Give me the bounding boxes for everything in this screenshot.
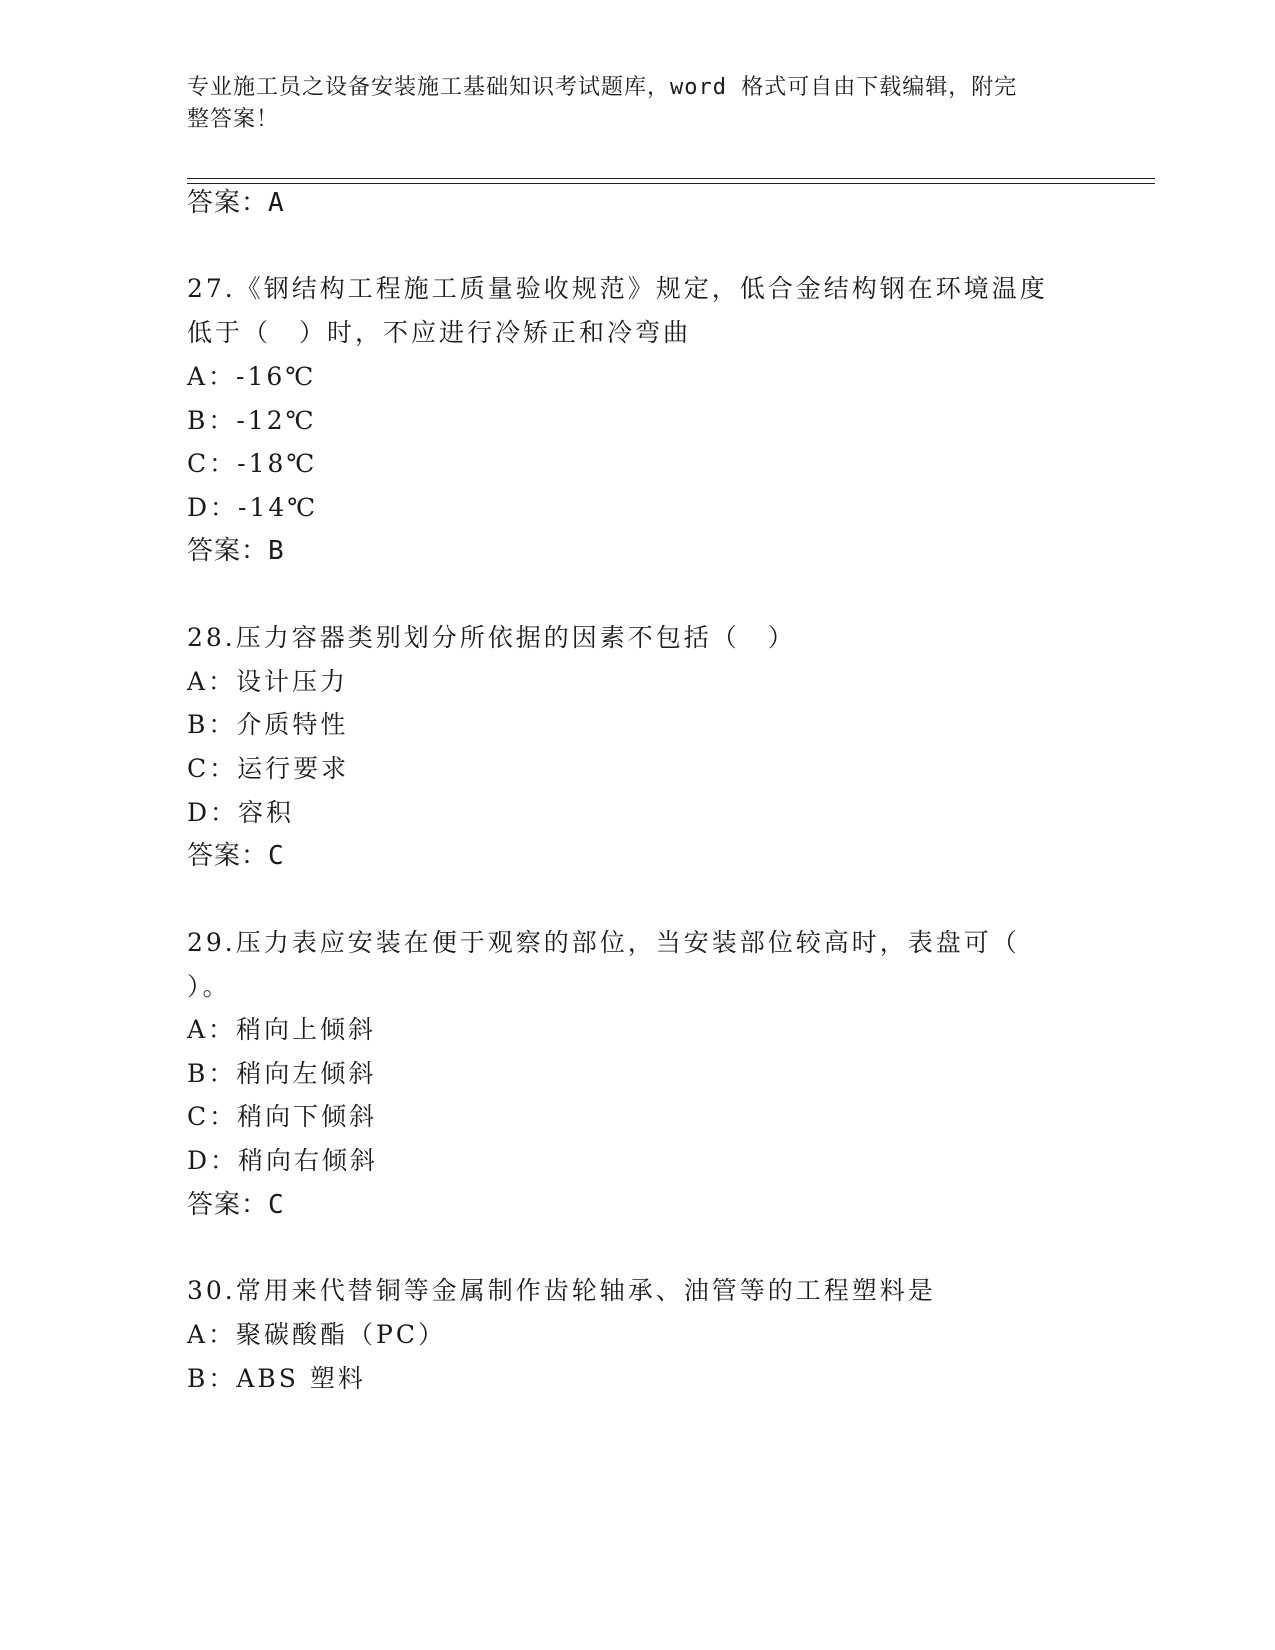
question-29-option-c: C：稍向下倾斜: [187, 1102, 378, 1131]
question-28-option-d: D：容积: [187, 798, 295, 827]
question-27-answer: 答案：B: [187, 536, 285, 566]
question-27-text-line-2: 低于（ ）时，不应进行冷矫正和冷弯曲: [187, 318, 692, 347]
question-27-option-a: A：-16℃: [187, 362, 317, 391]
question-30-option-a: A：聚碳酸酯（PC）: [187, 1320, 447, 1349]
question-29-option-d: D：稍向右倾斜: [187, 1146, 379, 1175]
question-29-text-line-1: 29.压力表应安装在便于观察的部位，当安装部位较高时，表盘可（: [187, 928, 1020, 957]
question-27-option-c: C：-18℃: [187, 449, 318, 478]
previous-answer: 答案：A: [187, 188, 285, 218]
question-29-answer: 答案：C: [187, 1190, 285, 1220]
question-30-option-b: B：ABS 塑料: [187, 1364, 366, 1393]
question-27-text-line-1: 27.《钢结构工程施工质量验收规范》规定，低合金结构钢在环境温度: [187, 274, 1048, 303]
question-28-option-a: A：设计压力: [187, 667, 349, 696]
header-divider-bottom: [187, 183, 1155, 184]
question-30-text-line-1: 30.常用来代替铜等金属制作齿轮轴承、油管等的工程塑料是: [187, 1276, 936, 1305]
document-header: [187, 72, 1067, 136]
question-29-option-b: B：稍向左倾斜: [187, 1059, 377, 1088]
question-28-option-c: C：运行要求: [187, 754, 350, 783]
question-28-text-line-1: 28.压力容器类别划分所依据的因素不包括（ ）: [187, 623, 796, 652]
header-divider-top: [187, 178, 1155, 179]
question-28-answer: 答案：C: [187, 841, 285, 871]
question-27-option-b: B：-12℃: [187, 406, 317, 435]
question-29-text-line-2: ）。: [187, 972, 231, 1001]
question-27-option-d: D：-14℃: [187, 493, 319, 522]
question-28-option-b: B：介质特性: [187, 710, 349, 739]
header-intro-line-1: 专业施工员之设备安装施工基础知识考试题库，word 格式可自由下载编辑，附完: [187, 75, 1018, 100]
question-29-option-a: A：稍向上倾斜: [187, 1015, 377, 1044]
header-intro-line-2: 整答案！: [187, 107, 280, 132]
